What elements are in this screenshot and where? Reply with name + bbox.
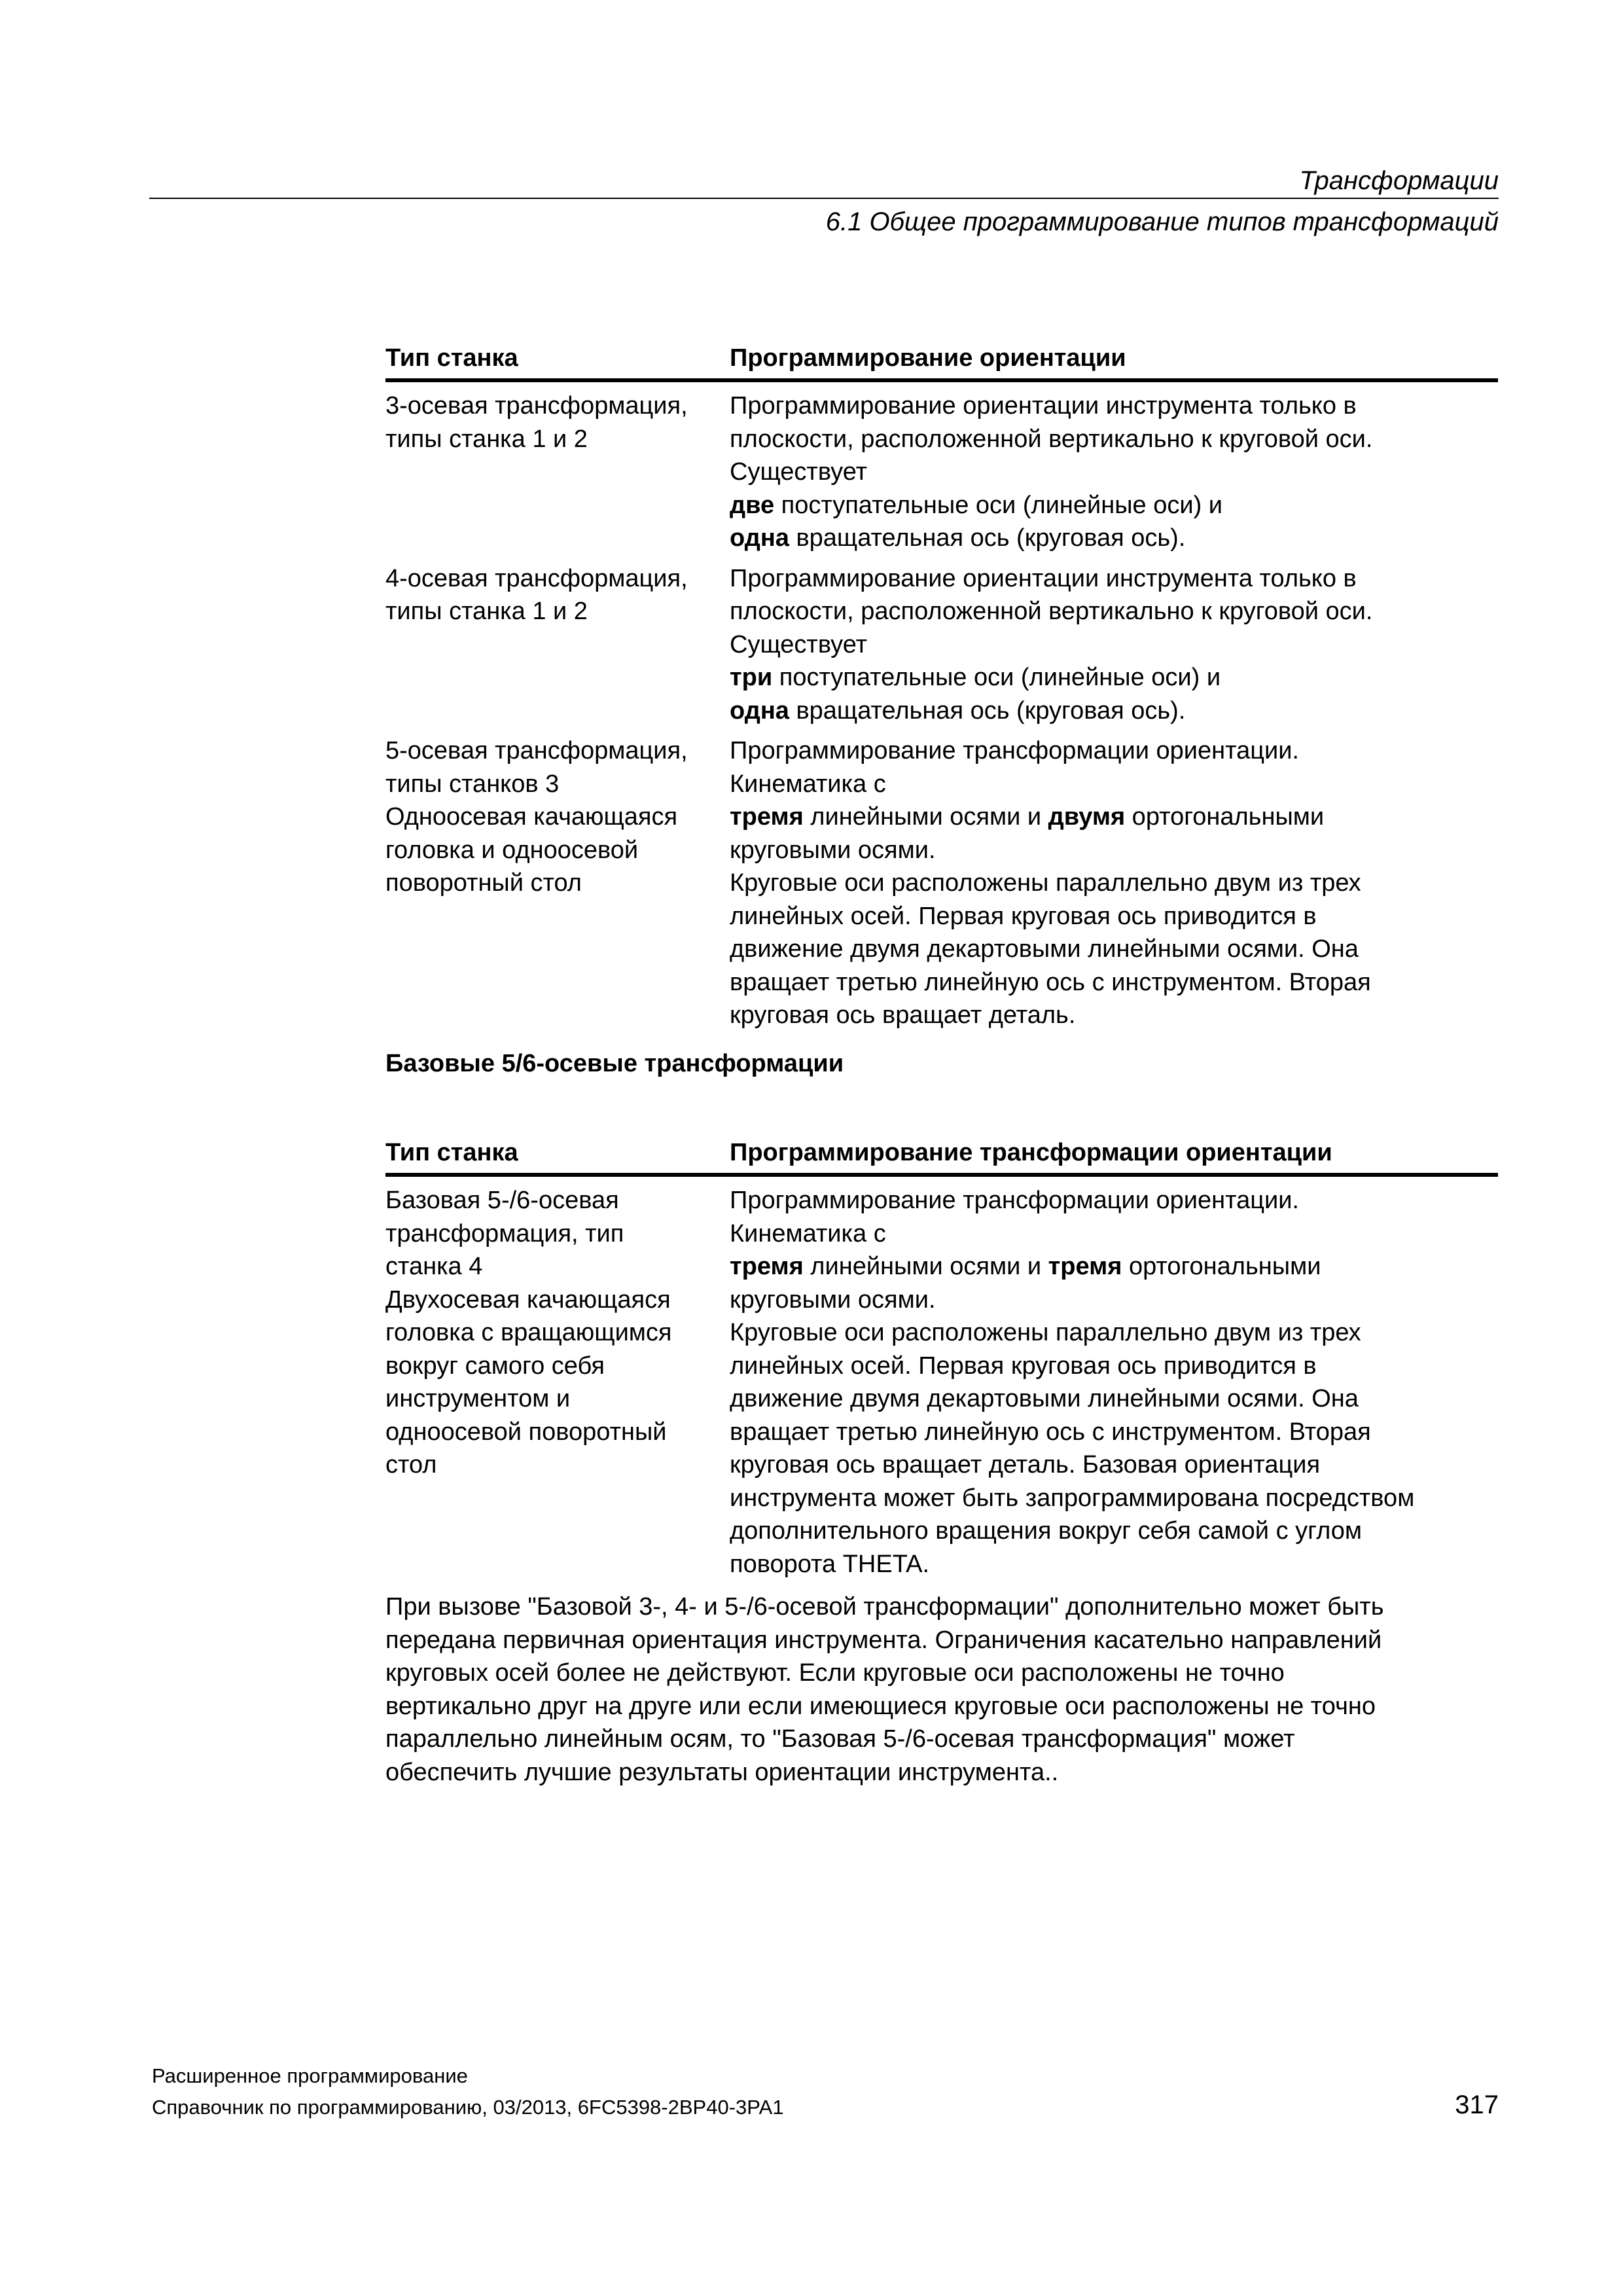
machine-type-table-2 (385, 1136, 1498, 1581)
description-text: линейными осями и (803, 803, 1048, 831)
description-line: круговая ось вращает деталь. Базовая ориентация (730, 1451, 1321, 1479)
machine-type-line: Двухосевая качающаяся (385, 1285, 671, 1314)
description-text: вращательная ось (круговая ось). (789, 524, 1186, 552)
description-line: плоскости, расположенной вертикально к круговой оси. (730, 598, 1373, 625)
machine-type-line: одноосевой поворотный (385, 1418, 667, 1446)
description-line: Круговые оси расположены параллельно двум из трех (730, 1319, 1361, 1346)
machine-type-line: типы станка 1 и 2 (385, 598, 588, 625)
description-cell (730, 389, 1498, 555)
description-line: линейных осей. Первая круговая ось приводится в (730, 1352, 1317, 1380)
footer-title: Расширенное программирование (152, 2064, 468, 2087)
description-line (730, 489, 1498, 522)
machine-type-line: 4-осевая трансформация, (385, 564, 688, 592)
description-text: вращательная ось (круговая ось). (789, 696, 1186, 725)
machine-type-line: поворотный стол (385, 869, 582, 897)
description-line: вращает третью линейную ось с инструментом. Вторая (730, 1418, 1371, 1446)
paragraph-line: параллельно линейным осям, то "Базовая 5-/6-осевая трансформация" может (385, 1725, 1295, 1753)
machine-type-cell (385, 562, 730, 728)
description-line: Программирование ориентации инструмента только в (730, 564, 1357, 592)
machine-type-line: 3-осевая трансформация, (385, 392, 688, 420)
machine-type-line: Базовая 5-/6-осевая (385, 1187, 619, 1214)
description-line: линейных осей. Первая круговая ось приводится в (730, 902, 1317, 930)
description-text: поступательные оси (линейные оси) и (774, 491, 1223, 519)
description-line: Существует (730, 630, 868, 658)
machine-type-cell (385, 389, 730, 555)
header-rule (149, 198, 1499, 199)
table-body (385, 389, 1498, 1032)
machine-type-line: Одноосевая качающаяся (385, 803, 678, 831)
page-number: 317 (1455, 2090, 1499, 2119)
machine-type-line: головка и одноосевой (385, 836, 639, 864)
emphasis-text: одна (730, 524, 789, 552)
emphasis-text: двумя (1048, 803, 1126, 831)
description-line (730, 694, 1498, 728)
table-body (385, 1184, 1498, 1581)
machine-type-line: 5-осевая трансформация, (385, 737, 688, 764)
emphasis-text: три (730, 664, 773, 691)
table-row (385, 562, 1498, 728)
machine-type-line: типы станков 3 (385, 770, 560, 798)
emphasis-text: одна (730, 696, 789, 725)
footer-reference: Справочник по программированию, 03/2013, 6FC5398-2BP40-3PA1 (152, 2096, 784, 2119)
description-line: поворота THETA. (730, 1550, 930, 1578)
description-line (730, 522, 1498, 555)
description-text: поступательные оси (линейные оси) и (772, 664, 1221, 691)
header-chapter: Трансформации (1299, 166, 1499, 195)
emphasis-text: тремя (730, 803, 804, 831)
machine-type-cell (385, 1184, 730, 1581)
col-header-orientation-transform: Программирование трансформации ориентации (730, 1139, 1332, 1166)
description-line: Программирование трансформации ориентации. (730, 1187, 1299, 1214)
machine-type-line: трансформация, тип (385, 1219, 624, 1247)
description-line (730, 1250, 1498, 1283)
paragraph-line: вертикально друг на друге или если имеющиеся круговые оси расположены не точно (385, 1692, 1376, 1720)
description-cell (730, 1184, 1498, 1581)
table-header (385, 342, 1498, 382)
description-line: Кинематика с (730, 770, 886, 798)
description-line: Программирование ориентации инструмента только в (730, 392, 1357, 420)
description-line: Программирование трансформации ориентации. (730, 737, 1299, 764)
description-line: круговыми осями. (730, 836, 936, 864)
machine-type-cell (385, 734, 730, 1032)
table-row (385, 389, 1498, 555)
body-paragraph (385, 1590, 1498, 1789)
section-title: Базовые 5/6-осевые трансформации (385, 1050, 844, 1077)
header-section: 6.1 Общее программирование типов трансформаций (825, 207, 1499, 236)
emphasis-text: две (730, 491, 775, 519)
machine-type-line: типы станка 1 и 2 (385, 425, 588, 453)
description-line: Кинематика с (730, 1219, 886, 1247)
emphasis-text: тремя (1048, 1253, 1122, 1280)
description-line: движение двумя декартовыми линейными осями. Она (730, 1385, 1359, 1412)
description-line: инструмента может быть запрограммирована посредством (730, 1484, 1415, 1512)
table-row (385, 734, 1498, 1032)
paragraph-line: При вызове "Базовой 3-, 4- и 5-/6-осевой трансформации" дополнительно может быть (385, 1593, 1384, 1621)
description-line: вращает третью линейную ось с инструментом. Вторая (730, 968, 1371, 996)
table-header (385, 1136, 1498, 1177)
col-header-machine-type: Тип станка (385, 344, 518, 372)
machine-type-line: инструментом и (385, 1385, 571, 1412)
description-line (730, 661, 1498, 694)
col-header-orientation: Программирование ориентации (730, 344, 1126, 372)
col-header-machine-type: Тип станка (385, 1139, 518, 1166)
paragraph-line: обеспечить лучшие результаты ориентации инструмента.. (385, 1758, 1059, 1786)
description-line: плоскости, расположенной вертикально к круговой оси. (730, 425, 1373, 453)
description-line: Круговые оси расположены параллельно двум из трех (730, 869, 1361, 897)
description-line: дополнительного вращения вокруг себя самой с углом (730, 1517, 1363, 1545)
emphasis-text: тремя (730, 1253, 804, 1280)
description-line: круговыми осями. (730, 1285, 936, 1314)
paragraph-line: передана первичная ориентация инструмента. Ограничения касательно направлений (385, 1626, 1382, 1654)
description-line (730, 800, 1498, 834)
machine-type-line: стол (385, 1451, 437, 1479)
description-cell (730, 734, 1498, 1032)
description-cell (730, 562, 1498, 728)
description-line: Существует (730, 458, 868, 486)
machine-type-line: головка с вращающимся (385, 1319, 672, 1346)
machine-type-line: вокруг самого себя (385, 1352, 605, 1380)
description-text: линейными осями и (803, 1253, 1048, 1280)
description-text: ортогональными (1125, 803, 1325, 831)
table-row (385, 1184, 1498, 1581)
description-line: движение двумя декартовыми линейными осями. Она (730, 935, 1359, 963)
description-text: ортогональными (1122, 1253, 1321, 1280)
machine-type-line: станка 4 (385, 1253, 483, 1280)
machine-type-table-1 (385, 342, 1498, 1032)
paragraph-line: круговых осей более не действуют. Если круговые оси расположены не точно (385, 1659, 1285, 1687)
description-line: круговая ось вращает деталь. (730, 1001, 1076, 1029)
